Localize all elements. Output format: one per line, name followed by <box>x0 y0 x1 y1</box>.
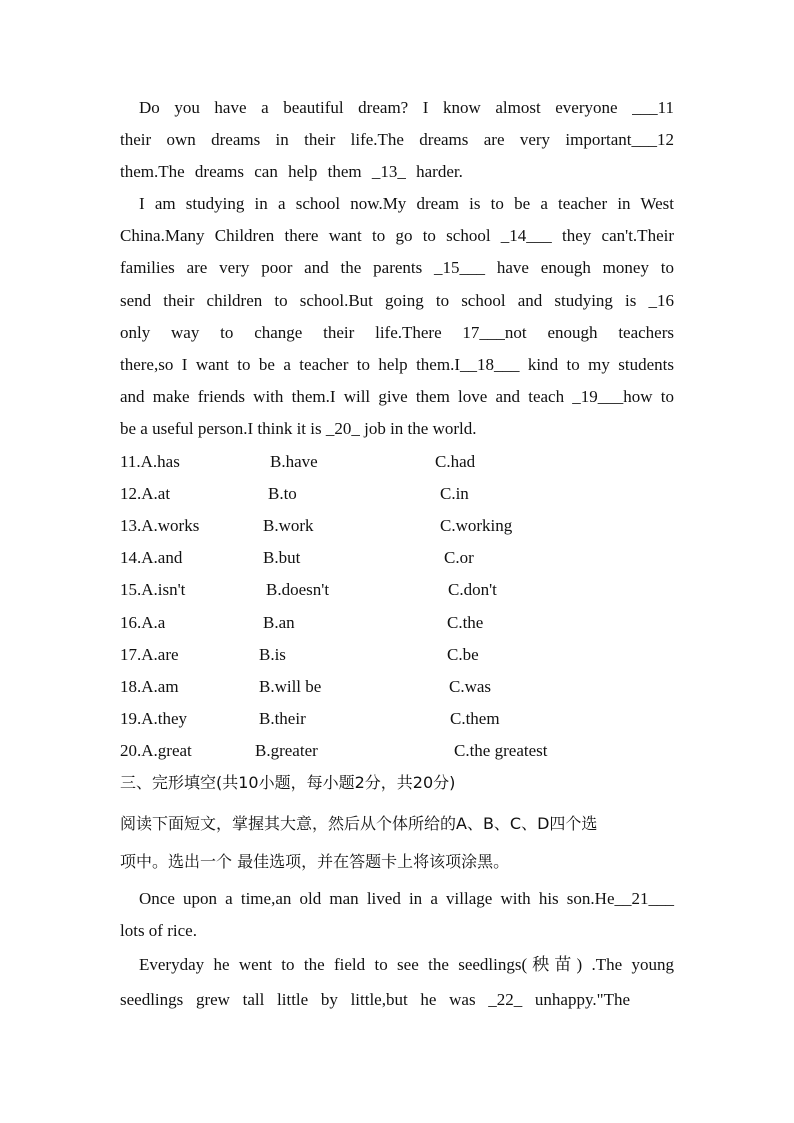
passage1-line-7: send their children to school.But going to school and studying is _16 <box>120 291 674 310</box>
q14-option-a: 14.A.and <box>120 548 183 567</box>
passage1-line-5: China.Many Children there want to go to school _14___ they can't.Their <box>120 226 674 245</box>
q20-option-b: B.greater <box>255 741 318 760</box>
passage1-line-6: families are very poor and the parents _15___ have enough money to <box>120 258 674 277</box>
q15-option-c: C.don't <box>448 580 497 599</box>
q16-option-c: C.the <box>447 613 484 632</box>
q17-option-c: C.be <box>447 645 479 664</box>
q12-option-a: 12.A.at <box>120 484 171 503</box>
q15-option-a: 15.A.isn't <box>120 580 186 599</box>
passage1-line-9: there,so I want to be a teacher to help them.I__18___ kind to my students <box>120 355 674 374</box>
passage1-line-8: only way to change their life.There 17___not enough teachers <box>120 323 674 342</box>
q17-option-b: B.is <box>259 645 286 664</box>
section3-instruction-line-2: 项中。选出一个 最佳选项，并在答题卡上将该项涂黑。 <box>120 852 510 871</box>
passage2-line-2: lots of rice. <box>120 921 197 940</box>
q18-option-c: C.was <box>449 677 492 696</box>
passage1-line-2: their own dreams in their life.The dreams are very important___12 <box>120 130 674 149</box>
q17-option-a: 17.A.are <box>120 645 179 664</box>
passage2-line-4: seedlings grew tall little by little,but he was _22_ unhappy."The <box>120 990 630 1009</box>
passage2-line-1: Once upon a time,an old man lived in a village with his son.He__21___ <box>139 889 674 908</box>
passage1-line-4: I am studying in a school now.My dream is to be a teacher in West <box>139 194 674 213</box>
passage1-line-10: and make friends with them.I will give them love and teach _19___how to <box>120 387 674 406</box>
passage1-line-11: be a useful person.I think it is _20_ job in the world. <box>120 419 477 438</box>
passage1-line-1: Do you have a beautiful dream? I know almost everyone ___11 <box>139 98 674 117</box>
q11-option-c: C.had <box>435 452 476 471</box>
q19-option-b: B.their <box>259 709 306 728</box>
section3-heading: 三、完形填空(共10小题，每小题2分，共20分) <box>120 773 456 792</box>
q11-option-a: 11.A.has <box>120 452 180 471</box>
q16-option-a: 16.A.a <box>120 613 166 632</box>
q19-option-a: 19.A.they <box>120 709 188 728</box>
passage2-line-3: Everyday he went to the field to see the seedlings(秧苗) .The young <box>139 955 674 974</box>
q20-option-c: C.the greatest <box>454 741 548 760</box>
q14-option-b: B.but <box>263 548 301 567</box>
q12-option-b: B.to <box>268 484 297 503</box>
q19-option-c: C.them <box>450 709 500 728</box>
q16-option-b: B.an <box>263 613 295 632</box>
q12-option-c: C.in <box>440 484 469 503</box>
q13-option-a: 13.A.works <box>120 516 200 535</box>
q14-option-c: C.or <box>444 548 474 567</box>
q18-option-a: 18.A.am <box>120 677 179 696</box>
section3-instruction-line-1: 阅读下面短文，掌握其大意，然后从个体所给的A、B、C、D四个选 <box>120 814 598 833</box>
passage1-line-3: them.The dreams can help them _13_ harder. <box>120 162 463 181</box>
q13-option-c: C.working <box>440 516 513 535</box>
q18-option-b: B.will be <box>259 677 322 696</box>
q11-option-b: B.have <box>270 452 318 471</box>
q15-option-b: B.doesn't <box>266 580 330 599</box>
q13-option-b: B.work <box>263 516 314 535</box>
q20-option-a: 20.A.great <box>120 741 192 760</box>
